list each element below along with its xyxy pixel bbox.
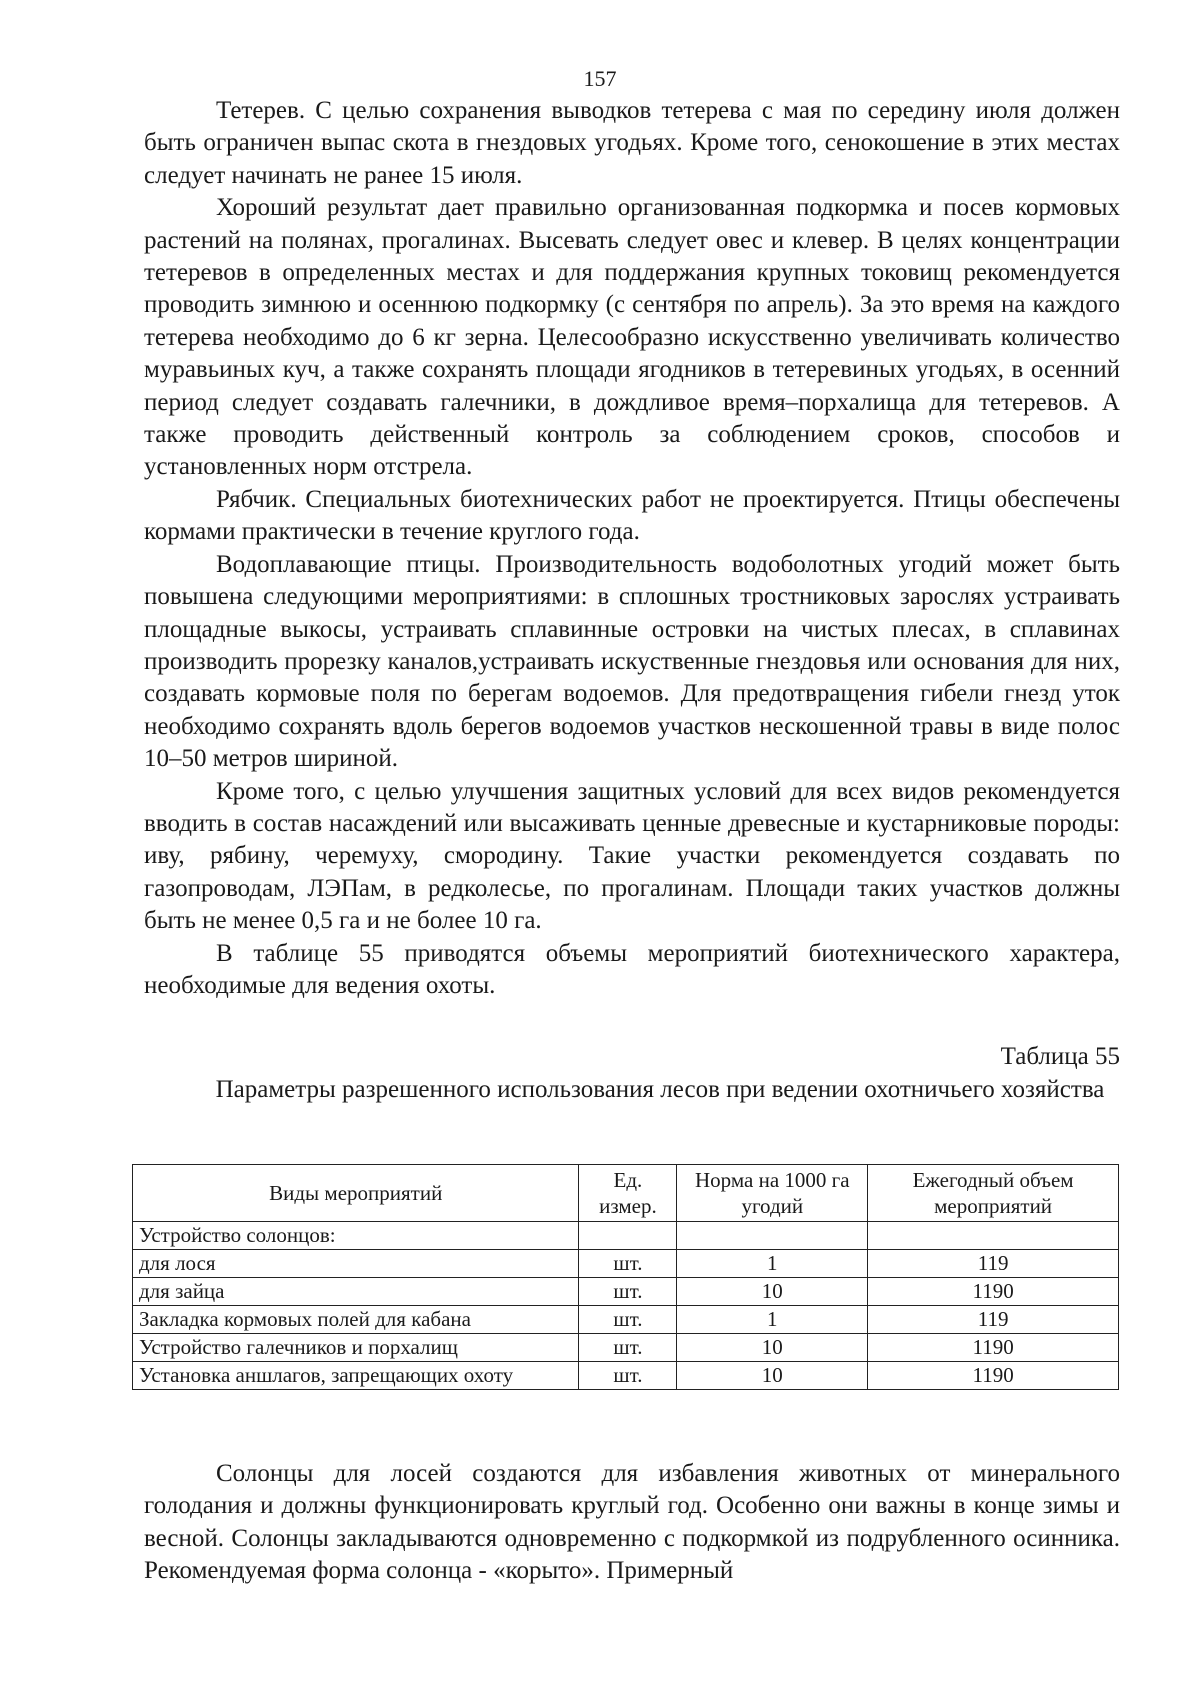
cell-volume	[868, 1222, 1119, 1250]
cell-measure: Установка аншлагов, запрещающих охоту	[133, 1362, 579, 1390]
header-norm: Норма на 1000 га угодий	[677, 1165, 868, 1222]
cell-norm: 10	[677, 1362, 868, 1390]
body-text	[144, 95, 1120, 1002]
table-row	[133, 1278, 1119, 1306]
paragraph-black-grouse: Тетерев. С целью сохранения выводков тетерева с мая по середину июля должен быть ограничен выпас скота в гнездовых угодьях. Кроме того, сенокошение в этих местах следует начинать не ранее 15 июля.	[144, 97, 1120, 189]
table-row	[133, 1334, 1119, 1362]
cell-unit: шт.	[579, 1306, 677, 1334]
cell-norm: 10	[677, 1334, 868, 1362]
cell-volume: 119	[868, 1250, 1119, 1278]
paragraph-salt-licks: Солонцы для лосей создаются для избавления животных от минерального голодания и должны функционировать круглый год. Особенно они важны в конце зимы и весной. Солонцы закладываются одновременно с подкормкой из подрубленного осинника. Рекомендуемая форма солонца - «корыто». Примерный	[144, 1460, 1120, 1585]
cell-norm: 10	[677, 1278, 868, 1306]
cell-volume: 1190	[868, 1278, 1119, 1306]
table-header-row	[133, 1165, 1119, 1222]
cell-measure: для зайца	[133, 1278, 579, 1306]
table-label: Таблица 55	[1000, 1043, 1120, 1070]
cell-unit: шт.	[579, 1334, 677, 1362]
cell-volume: 1190	[868, 1334, 1119, 1362]
cell-volume: 1190	[868, 1362, 1119, 1390]
paragraph-hazel-grouse: Рябчик. Специальных биотехнических работ не проектируется. Птицы обеспечены кормами практически в течение круглого года.	[144, 485, 1120, 546]
cell-measure: Закладка кормовых полей для кабана	[133, 1306, 579, 1334]
page-number: 157	[583, 66, 617, 91]
header-unit: Ед. измер.	[579, 1165, 677, 1222]
cell-unit: шт.	[579, 1250, 677, 1278]
table-title: Параметры разрешенного использования лесов при ведении охотничьего хозяйства	[215, 1076, 1105, 1103]
table-row	[133, 1250, 1119, 1278]
cell-volume: 119	[868, 1306, 1119, 1334]
header-measure-type: Виды мероприятий	[133, 1165, 579, 1222]
cell-norm: 1	[677, 1306, 868, 1334]
closing-text	[144, 1458, 1120, 1588]
header-annual-volume: Ежегодный объем мероприятий	[868, 1165, 1119, 1222]
paragraph-table-reference: В таблице 55 приводятся объемы мероприятий биотехнического характера, необходимые для ведения охоты.	[144, 939, 1120, 999]
table-row	[133, 1306, 1119, 1334]
table-row	[133, 1222, 1119, 1250]
paragraph-waterfowl: Водоплавающие птицы. Производительность водоболотных угодий может быть повышена следующими мероприятиями: в сплошных тростниковых зарослях устраивать площадные выкосы, устраивать сплавинные островки на чистых плесах, в сплавинах производить прорезку каналов,устраивать искуственные гнездовья или основания для них, создавать кормовые поля по берегам водоемов. Для предотвращения гибели гнезд уток необходимо сохранять вдоль берегов водоемов участков нескошенной травы в виде полос 10–50 метров шириной.	[144, 550, 1120, 773]
cell-unit	[579, 1222, 677, 1250]
cell-unit: шт.	[579, 1278, 677, 1306]
cell-measure: для лося	[133, 1250, 579, 1278]
cell-unit: шт.	[579, 1362, 677, 1390]
paragraph-feeding: Хороший результат дает правильно организованная подкормка и посев кормовых растений на полянах, прогалинах. Высевать следует овес и клевер. В целях концентрации тетеревов в определенных местах и для поддержания крупных токовищ рекомендуется проводить зимнюю и осеннюю подкормку (с сентября по апрель). За это время на каждого тетерева необходимо до 6 кг зерна. Целесообразно искусственно увеличивать количество муравьиных куч, а также сохранять площади ягодников в тетеревиных угодьях, в осенний период следует создавать галечники, в дождливое время–порхалища для тетеревов. А также проводить действенный контроль за соблюдением сроков, способов и установленных норм отстрела.	[144, 194, 1120, 481]
cell-norm	[677, 1222, 868, 1250]
cell-norm: 1	[677, 1250, 868, 1278]
measures-table	[132, 1164, 1119, 1390]
cell-measure: Устройство солонцов:	[133, 1222, 579, 1250]
cell-measure: Устройство галечников и порхалищ	[133, 1334, 579, 1362]
table-row	[133, 1362, 1119, 1390]
paragraph-protective-conditions: Кроме того, с целью улучшения защитных условий для всех видов рекомендуется вводить в состав насаждений или высаживать ценные древесные и кустарниковые породы: иву, рябину, черемуху, смородину. Такие участки рекомендуется создавать по газопроводам, ЛЭПам, в редколесье, по прогалинам. Площади таких участков должны быть не менее 0,5 га и не более 10 га.	[144, 777, 1120, 935]
